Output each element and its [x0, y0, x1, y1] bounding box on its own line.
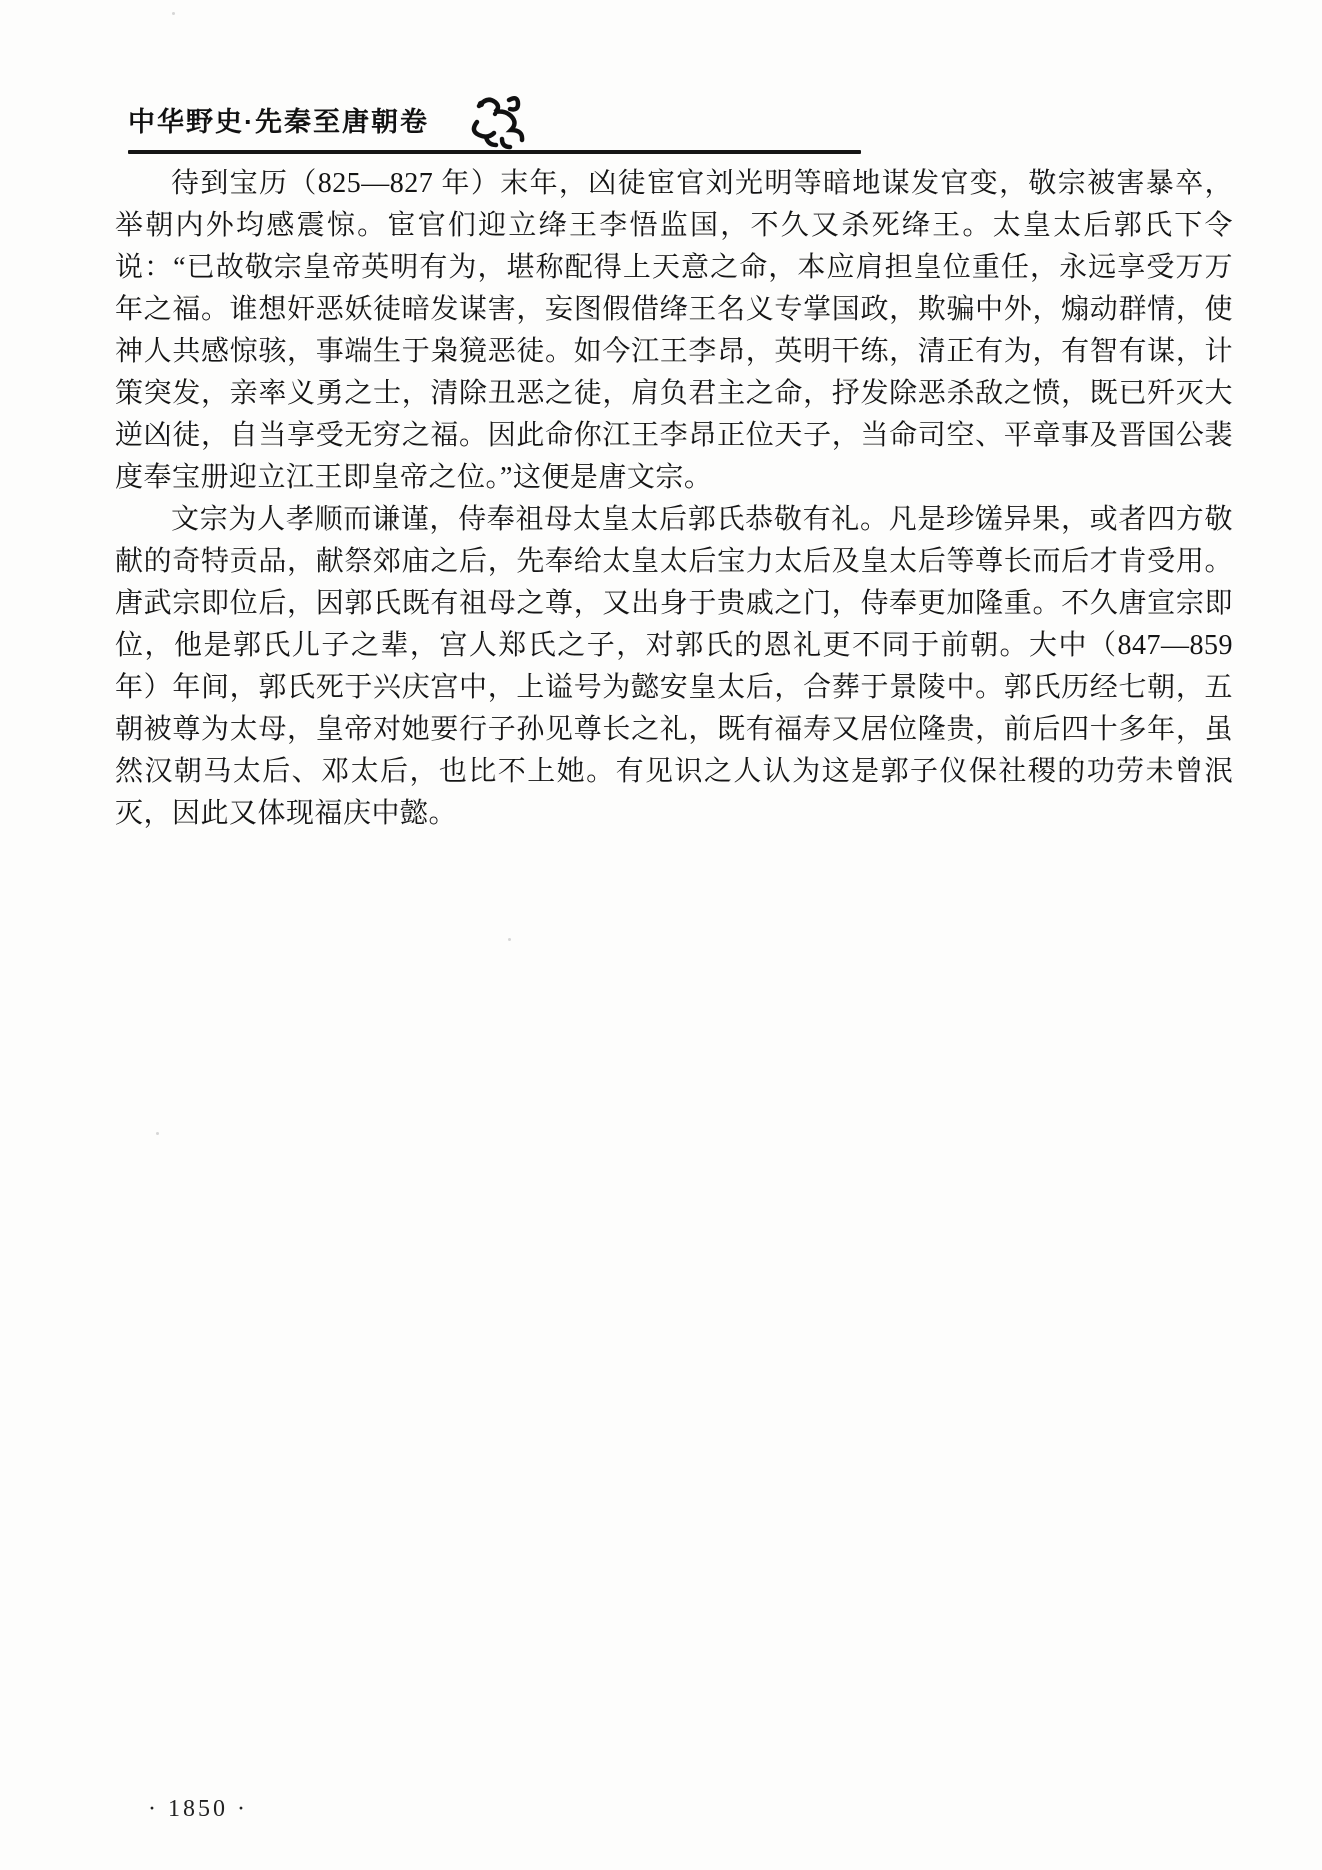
scan-speck [172, 12, 175, 15]
page-footer [148, 1796, 248, 1823]
page-header [128, 92, 1232, 154]
page-number: · 1850 · [148, 1796, 248, 1822]
scan-speck [156, 1132, 159, 1135]
paragraph-1: 待到宝历（825—827 年）末年，凶徒宦官刘光明等暗地谋发官变，敬宗被害暴卒，举朝内外均感震惊。宦官们迎立绛王李悟监国，不久又杀死绛王。太皇太后郭氏下令说：“已故敬宗皇帝英明有为，堪称配得上天意之命，本应肩担皇位重任，永远享受万万年之福。谁想奸恶妖徒暗发谋害，妄图假借绛王名义专掌国政，欺骗中外，煽动群情，使神人共感惊骇，事端生于枭獍恶徒。如今江王李昂，英明干练，清正有为，有智有谋，计策突发，亲率义勇之士，清除丑恶之徒，肩负君主之命，抒发除恶杀敌之愤，既已歼灭大逆凶徒，自当享受无穷之福。因此命你江王李昂正位天子，当命司空、平章事及晋国公裴度奉宝册迎立江王即皇帝之位。”这便是唐文宗。 [115, 168, 1233, 493]
dragon-logo-icon [465, 92, 529, 150]
scan-speck [508, 938, 511, 941]
paragraph-2: 文宗为人孝顺而谦谨，侍奉祖母太皇太后郭氏恭敬有礼。凡是珍馐异果，或者四方敬献的奇特贡品，献祭郊庙之后，先奉给太皇太后宝力太后及皇太后等尊长而后才肯受用。唐武宗即位后，因郭氏既有祖母之尊，又出身于贵戚之门，侍奉更加隆重。不久唐宣宗即位，他是郭氏儿子之辈，宫人郑氏之子，对郭氏的恩礼更不同于前朝。大中（847—859年）年间，郭氏死于兴庆宫中，上谥号为懿安皇太后，合葬于景陵中。郭氏历经七朝，五朝被尊为太母，皇帝对她要行子孙见尊长之礼，既有福寿又居位隆贵，前后四十多年，虽然汉朝马太后、邓太后，也比不上她。有见识之人认为这是郭子仪保社稷的功劳未曾泯灭，因此又体现福庆中懿。 [115, 504, 1233, 829]
book-series-title: 中华野史·先秦至唐朝卷 [128, 107, 429, 137]
page-body [115, 163, 1233, 835]
header-divider [128, 150, 861, 154]
